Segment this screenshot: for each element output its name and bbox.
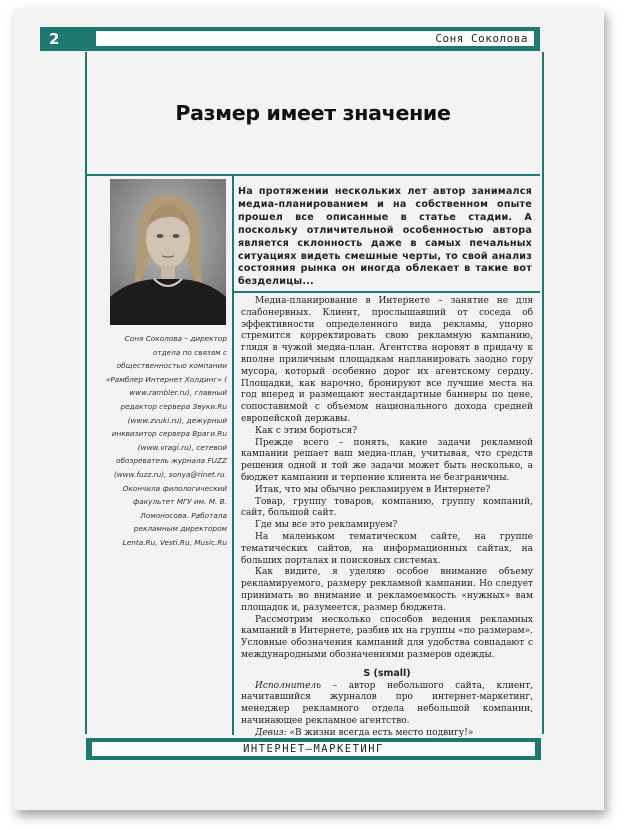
article-title: Размер имеет значение: [175, 101, 451, 125]
motto-label: Девиз: [255, 727, 284, 738]
role-text: – автор небольшого сайта, клиент, начитавшийся журналов про интернет-маркетинг, менеджер рекламного отдела небольшой компании, начинающее рекламное агентство.: [241, 680, 533, 726]
body-paragraph: Рассмотрим несколько способов ведения рекламных кампаний в Интернете, разбив их на группы «по размерам». Условные обозначения кампаний для удобства совпадают с международными обозначениями размеров одежды.: [241, 614, 533, 660]
header-author: Соня Соколова: [96, 31, 534, 46]
body-paragraph: Итак, что мы обычно рекламируем в Интернете?: [255, 484, 491, 495]
title-divider: [86, 174, 540, 176]
body-paragraph: Как с этим бороться?: [255, 425, 358, 436]
motto-text: : «В жизни всегда есть место подвигу!»: [283, 727, 474, 738]
footer-section-label: ИНТЕРНЕТ–МАРКЕТИНГ: [92, 742, 535, 756]
section-subheading: S (small): [363, 667, 411, 679]
author-caption: Соня Соколова – директор отдела по связям с общественностью компании «Рамблер Интернет Холдинг» ( www.rambler.ru), главный редактор сервера Звуки.Ru (www.zvuki.ru), дежурный инквизитор сервера Враги.Ru (www.vragi.ru), сетевой обозреватель журнала FUZZ (www.fuzz.ru), sonya@rinet.ru. Окончила филологический факультет МГУ им. М. В. Ломоносова. Работала рекламным директором Lenta.Ru, Vesti.Ru, Music.Ru: [105, 334, 227, 547]
body-paragraph: Медиа-планирование в Интернете – занятие не для слабонервных. Клиент, прослышавший от соседа об эффективности определенного вида рекламы, упорно стремится корректировать свою рекламную кампанию, глядя в чужой медиа-план. Агентства норовят в придачу к вполне приличным площадкам напланировать заодно гору мусора, который особенно дорог их агентскому сердцу. Площадки, как нарочно, бронируют все лучшие места на год вперед и размещают нестандартные баннеры по цене, сопоставимой с объемом национального дохода средней европейской державы.: [241, 296, 533, 424]
article-body: [241, 296, 533, 739]
page-number: 2: [49, 30, 60, 48]
author-photo: [110, 179, 226, 325]
role-label: Исполнитель: [255, 680, 322, 691]
body-paragraph: На маленьком тематическом сайте, на группе тематических сайтов, на информационных сайтах, на больших порталах и поисковых системах.: [241, 531, 533, 566]
lead-divider: [233, 291, 540, 293]
article-lead: На протяжении нескольких лет автор занимался медиа-планированием и на собственном опыте прошел все описанные в статье стадии. А поскольку отличительной особенностью автора является склонность даже в самых печальных ситуациях видеть смешные черты, то свой анализ состояния рынка он иногда облекает в такие вот безделицы...: [238, 186, 532, 288]
role-paragraph: [241, 681, 533, 728]
body-paragraph: Где мы все это рекламируем?: [255, 520, 398, 531]
body-paragraph: Товар, группу товаров, компанию, группу компаний, сайт, большой сайт.: [241, 496, 533, 519]
body-paragraph: Как видите, я уделяю особое внимание объему рекламируемого, размеру рекламной кампании. Но следует принимать во внимание и рекламоемкость «нужных» вам площадок и, разумеется, размер бюджета.: [241, 567, 533, 613]
column-divider: [232, 175, 234, 735]
body-paragraph: Прежде всего – понять, какие задачи рекламной кампании решает ваш медиа-план, учитывая, что средств решения одной и той же задачи может быть несколько, а бюджет кампании и терпение клиента не безграничны.: [241, 437, 533, 483]
